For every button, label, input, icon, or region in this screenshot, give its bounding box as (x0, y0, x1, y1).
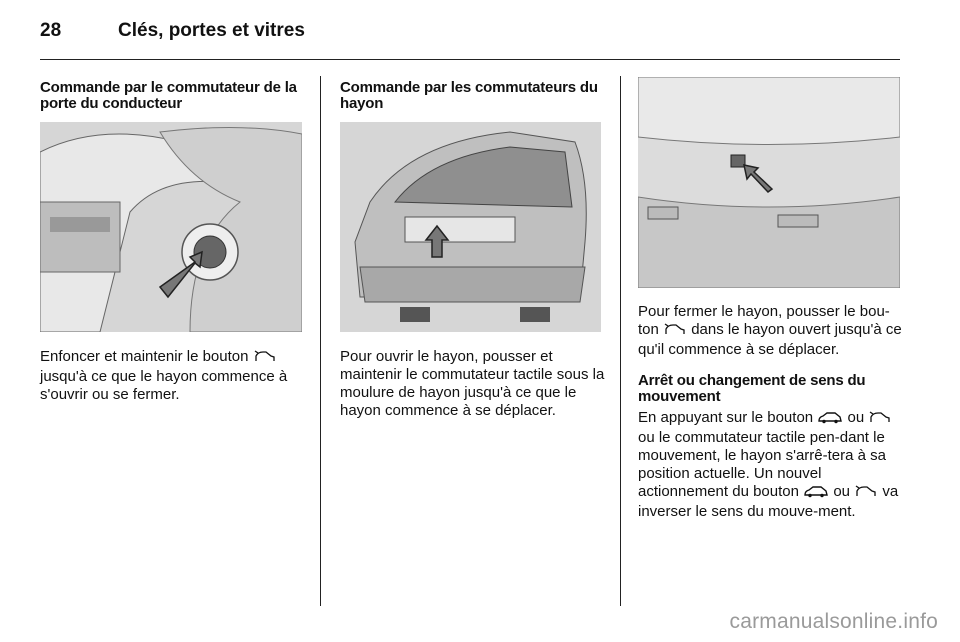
section-title: Clés, portes et vitres (118, 20, 305, 41)
col3-text-b: dans le hayon ouvert jusqu'à ce qu'il commence à se déplacer. (638, 321, 902, 358)
tailgate-interior-illustration (638, 77, 900, 288)
watermark: carmanualsonline.info (729, 610, 938, 633)
header-rule (40, 59, 900, 60)
col3-p2-e: va inverser le sens du mouve-ment. (638, 483, 899, 520)
col3-p2-c: ou le commutateur tactile pen-dant le mouvement, le hayon s'arrê-tera à sa position actuelle. Un nouvel actionnement du bouton (638, 429, 886, 500)
col1-paragraph (40, 348, 308, 404)
col3-paragraph-2 (638, 409, 904, 521)
tailgate-rear-illustration (340, 122, 601, 332)
col1-text-a: Enfoncer et maintenir le bouton (40, 348, 249, 365)
col2-paragraph: Pour ouvrir le hayon, pousser et maintenir le commutateur tactile sous la moulure de hayon jusqu'à ce que le hayon commence à se déplacer. (340, 348, 605, 419)
tailgate-open-icon (664, 323, 686, 341)
column-divider-2 (620, 76, 621, 606)
col3-p2-d: ou (833, 483, 850, 500)
column-divider-1 (320, 76, 321, 606)
col3-heading: Arrêt ou changement de sens du mouvement (638, 372, 866, 405)
col1-heading: Commande par le commutateur de la porte du conducteur (40, 79, 297, 112)
col3-p2-b: ou (847, 409, 865, 426)
page-number: 28 (40, 20, 62, 41)
car-tailgate-icon (804, 485, 828, 503)
door-switch-illustration (40, 122, 302, 332)
col1-text-b: jusqu'à ce que le hayon commence à s'ouvrir ou se fermer. (40, 368, 288, 403)
col2-heading: Commande par les commutateurs du hayon (340, 79, 598, 112)
col3-p2-a: En appuyant sur le bouton (638, 409, 814, 426)
car-tailgate-icon (818, 411, 842, 429)
col3-paragraph-1 (638, 303, 904, 359)
page-header (40, 20, 305, 46)
tailgate-open-icon (869, 411, 891, 429)
col3-text-a: Pour fermer le hayon, pousser le bou-ton (638, 303, 890, 338)
tailgate-open-icon (254, 350, 276, 368)
tailgate-open-icon (855, 485, 877, 503)
